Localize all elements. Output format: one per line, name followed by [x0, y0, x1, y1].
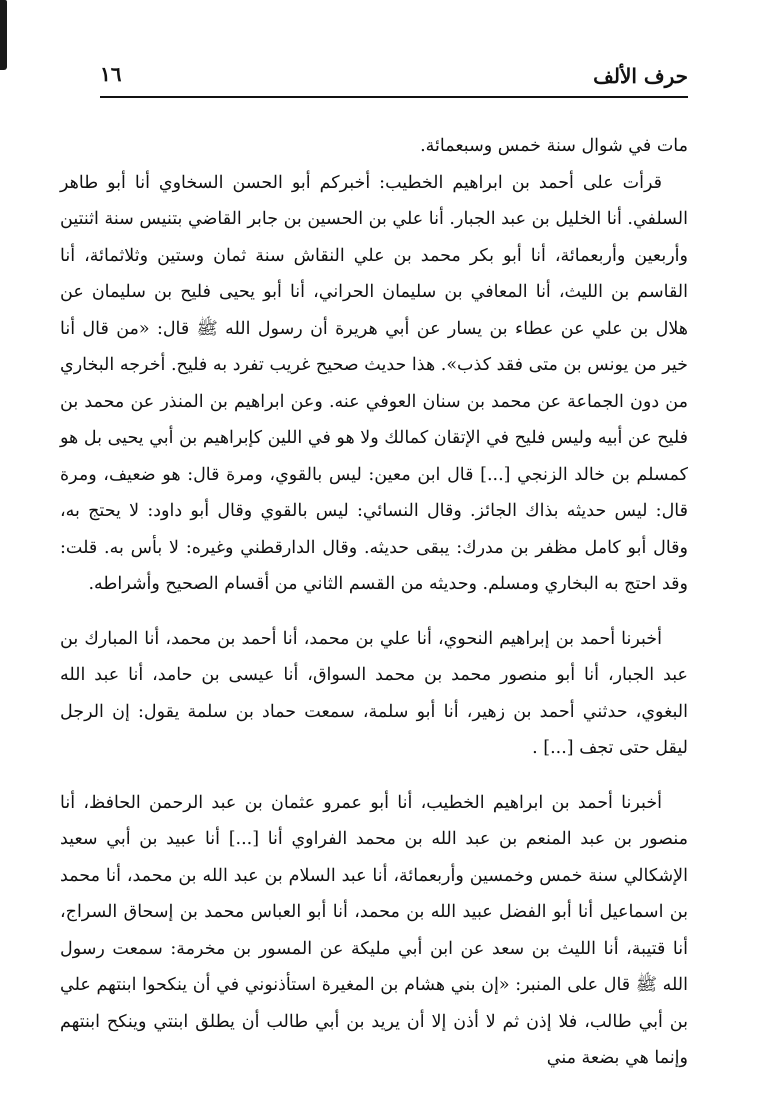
- paragraph-hammad-saying: أخبرنا أحمد بن إبراهيم النحوي، أنا علي بن محمد، أنا أحمد بن محمد، أنا المبارك بن عبد الجبار، أنا أبو منصور محمد بن محمد السواق، أنا عيسى بن حامد، أنا عبد الله البغوي، حدثني أحمد بن زهير، أنا أبو سلمة، سمعت حماد بن سلمة يقول: إن الرجل ليقل حتى تجف [...] .: [60, 628, 688, 758]
- paragraph-hadith-yunus: قرأت على أحمد بن ابراهيم الخطيب: أخبركم أبو الحسن السخاوي أنا أبو طاهر السلفي. أنا الخليل بن عبد الجبار. أنا علي بن الحسين بن جابر القاضي بتنيس سنة اثنتين وأربعين وأربعمائة، أنا أبو بكر محمد بن علي النقاش سنة ثمان وستين وثلاثمائة، أنا القاسم بن الليث، أنا المعافي بن سليمان الحراني، أنا أبو يحيى فليح بن سليمان عن هلال بن علي عن عطاء بن يسار عن أبي هريرة أن رسول الله ﷺ قال: «من قال أنا خير من يونس بن متى فقد كذب». هذا حديث صحيح غريب تفرد به فليح. أخرجه البخاري من دون الجماعة عن محمد بن سنان العوفي عنه. وعن ابراهيم بن المنذر عن محمد بن فليح عن أبيه وليس فليح في الإتقان كمالك ولا هو في اللين كإبراهيم بن أبي يحيى بل هو كمسلم بن خالد الزنجي [...] قال ابن معين: ليس بالقوي، ومرة قال: هو ضعيف، ومرة قال: ليس حديثه بذاك الجائز. وقال النسائي: ليس بالقوي وقال أبو داود: لا يحتج به، وقال أبو كامل مظفر بن مدرك: يبقى حديثه. وقال الدارقطني وغيره: لا بأس به. قلت: وقد احتج به البخاري ومسلم. وحديثه من القسم الثاني من أقسام الصحيح وأشراطه.: [60, 172, 688, 594]
- header-rule: [100, 96, 688, 98]
- page-body: [60, 128, 688, 1068]
- page-number: ١٦: [100, 62, 122, 86]
- paragraph-hadith-mimbar: أخبرنا أحمد بن ابراهيم الخطيب، أنا أبو عمرو عثمان بن عبد الرحمن الحافظ، أنا منصور بن عبد المنعم بن عبد الله بن محمد الفراوي أنا [...] أنا عبيد بن أبي سعيد الإشكالي سنة خمس وخمسين وأربعمائة، أنا عبد السلام بن عبد الله بن محمد، أنا محمد بن اسماعيل أنا أبو الفضل عبيد الله بن محمد، أنا أبو العباس محمد بن إسحاق السراج، أنا قتيبة، أنا الليث بن سعد عن ابن أبي مليكة عن المسور بن مخرمة: سمعت رسول الله ﷺ قال على المنبر: «إن بني هشام بن المغيرة استأذنوني في أن ينكحوا ابنتهم علي بن أبي طالب، فلا إذن ثم لا أذن إلا أن يريد بن أبي طالب أن يطلق ابنتي وينكح ابنتهم وإنما هي بضعة مني: [60, 792, 688, 1068]
- chapter-title: حرف الألف: [593, 64, 688, 88]
- page-header: [100, 60, 688, 92]
- scan-edge-mark: [0, 0, 7, 70]
- paragraph-death-note: مات في شوال سنة خمس وسبعمائة.: [420, 136, 688, 156]
